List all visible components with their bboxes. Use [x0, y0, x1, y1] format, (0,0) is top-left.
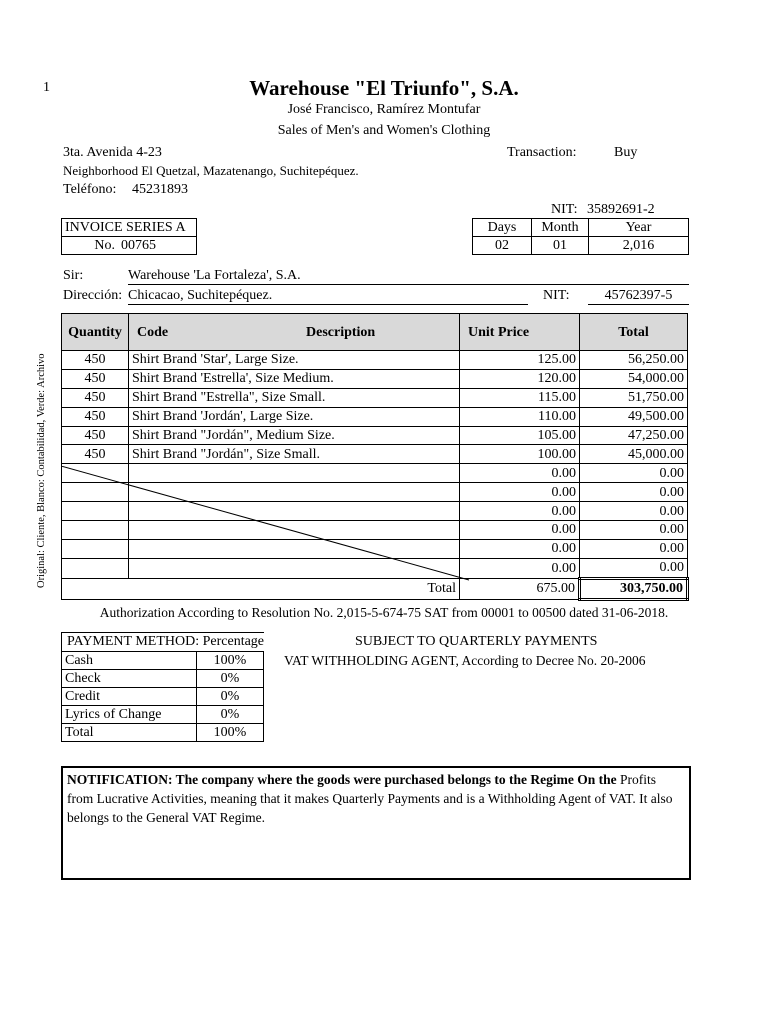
notification-bold-text: The company where the goods were purchased belongs to the Regime On the [172, 772, 617, 787]
item-unit-price: 0.00 [460, 521, 580, 540]
grand-total: 303,750.00 [580, 578, 688, 599]
payment-method: Credit [62, 688, 197, 706]
payment-percentage: 0% [197, 706, 264, 724]
company-address-line2: Neighborhood El Quetzal, Mazatenango, Suchitepéquez. [63, 163, 359, 178]
invoice-series: INVOICE SERIES A [62, 219, 197, 237]
date-header-days: Days [473, 219, 532, 237]
phone-value: 45231893 [132, 182, 188, 197]
payment-row [62, 652, 264, 670]
item-total: 51,750.00 [580, 388, 688, 407]
copy-distribution-note: Original: Cliente, Blanco: Contabilidad, Verde: Archivo [36, 353, 47, 588]
item-quantity: 450 [62, 369, 129, 388]
item-total: 54,000.00 [580, 369, 688, 388]
item-quantity: 450 [62, 388, 129, 407]
invoice-series-box [61, 218, 197, 255]
vat-agent-note: VAT WITHHOLDING AGENT, According to Decree No. 20-2006 [284, 653, 646, 668]
item-unit-price: 0.00 [460, 502, 580, 521]
total-label: Total [62, 578, 460, 599]
payment-row [62, 724, 264, 742]
company-nit-label: NIT: [551, 202, 578, 217]
table-row [62, 388, 688, 407]
item-unit-price: 0.00 [460, 558, 580, 578]
invoice-no-label: No. [62, 237, 119, 255]
company-address-line1: 3ta. Avenida 4-23 [63, 145, 162, 160]
date-box [472, 218, 689, 255]
item-description: Shirt Brand "Jordán", Size Small. [129, 445, 460, 464]
item-quantity: 450 [62, 445, 129, 464]
notification-body: Profits from Lucrative Activities, meaning that it makes Quarterly Payments and is a Withholding Agent of VAT. It also belongs to the General VAT Regime. [67, 772, 673, 825]
item-total: 0.00 [580, 464, 688, 483]
item-unit-price: 105.00 [460, 426, 580, 445]
date-header-year: Year [589, 219, 689, 237]
customer-nit-label: NIT: [543, 288, 570, 303]
item-description: Shirt Brand 'Jordán', Large Size. [129, 407, 460, 426]
payment-method: Lyrics of Change [62, 706, 197, 724]
item-description: Shirt Brand "Estrella", Size Small. [129, 388, 460, 407]
item-total: 56,250.00 [580, 351, 688, 370]
transaction-label: Transaction: [507, 145, 577, 160]
company-name: Warehouse "El Triunfo", S.A. [249, 76, 519, 100]
date-year: 2,016 [589, 237, 689, 255]
payment-percentage: 0% [197, 670, 264, 688]
notification-label: NOTIFICATION: [67, 772, 173, 787]
company-owner: José Francisco, Ramírez Montufar [287, 102, 481, 117]
item-total: 47,250.00 [580, 426, 688, 445]
table-row [62, 445, 688, 464]
invoice-no-value: 00765 [118, 237, 197, 255]
item-unit-price: 110.00 [460, 407, 580, 426]
item-unit-price: 120.00 [460, 369, 580, 388]
authorization-text: Authorization According to Resolution No. 2,015-5-674-75 SAT from 00001 to 00500 dated 31-06-2018. [99, 605, 669, 620]
col-total: Total [580, 314, 688, 351]
date-month: 01 [532, 237, 589, 255]
col-unit-price: Unit Price [460, 314, 580, 351]
payment-table [61, 632, 264, 742]
total-unit-price: 675.00 [460, 578, 580, 599]
company-business: Sales of Men's and Women's Clothing [277, 123, 491, 138]
item-quantity: 450 [62, 426, 129, 445]
item-total: 49,500.00 [580, 407, 688, 426]
col-quantity: Quantity [62, 314, 129, 351]
payment-percentage: 100% [197, 724, 264, 742]
col-description: Description [303, 314, 460, 351]
customer-sir-value: Warehouse 'La Fortaleza', S.A. [128, 268, 689, 285]
payment-percentage: 0% [197, 688, 264, 706]
customer-address-value: Chicacao, Suchitepéquez. [128, 288, 528, 305]
payment-row [62, 670, 264, 688]
page-number: 1 [43, 80, 50, 95]
payment-method: Check [62, 670, 197, 688]
item-unit-price: 0.00 [460, 464, 580, 483]
table-row [62, 369, 688, 388]
item-total: 45,000.00 [580, 445, 688, 464]
customer-nit-value: 45762397-5 [588, 288, 689, 305]
item-quantity: 450 [62, 407, 129, 426]
item-description: Shirt Brand 'Star', Large Size. [129, 351, 460, 370]
payment-method-header: PAYMENT METHOD: Percentage [67, 634, 265, 649]
phone-label: Teléfono: [63, 182, 117, 197]
notification-box [61, 766, 691, 880]
date-day: 02 [473, 237, 532, 255]
payment-row [62, 688, 264, 706]
payment-percentage: 100% [197, 652, 264, 670]
col-code: Code [129, 314, 304, 351]
customer-address-label: Dirección: [63, 288, 123, 303]
item-unit-price: 115.00 [460, 388, 580, 407]
payment-row [62, 706, 264, 724]
item-description: Shirt Brand "Jordán", Medium Size. [129, 426, 460, 445]
item-total: 0.00 [580, 502, 688, 521]
payment-method: Total [62, 724, 197, 742]
item-total: 0.00 [580, 483, 688, 502]
table-row [62, 351, 688, 370]
transaction-value: Buy [614, 145, 638, 160]
company-nit-value: 35892691-2 [587, 202, 655, 217]
item-description: Shirt Brand 'Estrella', Size Medium. [129, 369, 460, 388]
blank-rows-strike-line [61, 466, 471, 581]
quarterly-payments-note: SUBJECT TO QUARTERLY PAYMENTS [355, 634, 598, 649]
item-unit-price: 125.00 [460, 351, 580, 370]
payment-method: Cash [62, 652, 197, 670]
item-unit-price: 0.00 [460, 539, 580, 558]
item-total: 0.00 [580, 539, 688, 558]
item-unit-price: 0.00 [460, 483, 580, 502]
customer-sir-label: Sir: [63, 268, 84, 283]
item-unit-price: 100.00 [460, 445, 580, 464]
table-row [62, 407, 688, 426]
item-total: 0.00 [580, 521, 688, 540]
item-total: 0.00 [580, 558, 688, 578]
date-header-month: Month [532, 219, 589, 237]
item-quantity: 450 [62, 351, 129, 370]
table-row [62, 426, 688, 445]
